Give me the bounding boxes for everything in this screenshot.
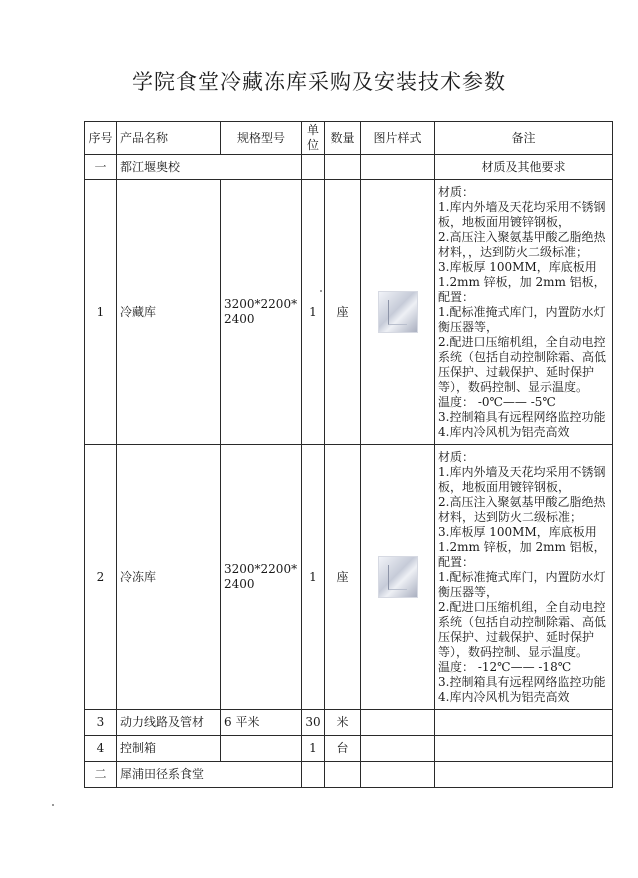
note-line: 4.库内冷风机为铝壳高效 [438, 689, 570, 704]
table-header-row [85, 122, 613, 155]
row-qty: 座 [325, 180, 361, 445]
row-unit: 1 [302, 736, 325, 762]
row-image [361, 180, 435, 445]
row-name: 控制箱 [117, 736, 221, 762]
empty-cell [361, 710, 435, 736]
table-row [85, 180, 613, 445]
freezer-photo-icon [378, 556, 418, 598]
row-qty: 台 [325, 736, 361, 762]
header-image: 图片样式 [361, 122, 435, 155]
header-qty: 数量 [325, 122, 361, 155]
table-row [85, 445, 613, 710]
header-index: 序号 [85, 122, 117, 155]
note-line: 温度： -0℃—— -5℃ [438, 394, 556, 409]
note-line: 2.配进口压缩机组，全自动电控系统（包括自动控制除霜、高低压保护、过载保护、延时保护等），数码控制、显示温度。 [438, 599, 607, 659]
section-row-2 [85, 762, 613, 788]
note-line: 配置： [438, 554, 475, 569]
note-line: 3.库板厚 100MM，库底板用 1.2mm 锌板，加 2mm 铝板， [438, 524, 606, 554]
note-line: 3.库板厚 100MM，库底板用 1.2mm 锌板，加 2mm 铝板， [438, 259, 606, 289]
row-qty: 座 [325, 445, 361, 710]
empty-cell [435, 762, 613, 788]
section-name: 犀浦田径系食堂 [117, 762, 302, 788]
note-line: 4.库内冷风机为铝壳高效 [438, 424, 570, 439]
row-spec: 3200*2200*2400 [221, 445, 302, 710]
row-index: 2 [85, 445, 117, 710]
row-unit: 1 [302, 180, 325, 445]
note-line: 1.库内外墙及天花均采用不锈钢板，地板面用镀锌钢板， [438, 199, 606, 229]
note-line: 2.高压注入聚氨基甲酸乙脂绝热材料，，达到防火二级标准； [438, 229, 606, 259]
header-spec: 规格型号 [221, 122, 302, 155]
note-line: 材质： [438, 184, 475, 199]
row-index: 1 [85, 180, 117, 445]
section-index: 一 [85, 155, 117, 180]
row-name: 动力线路及管材 [117, 710, 221, 736]
table-row [85, 736, 613, 762]
empty-cell [325, 762, 361, 788]
row-notes [435, 445, 613, 710]
note-line: 1.配标准掩式库门，内置防水灯衡压器等， [438, 569, 606, 599]
empty-cell [325, 155, 361, 180]
row-qty: 米 [325, 710, 361, 736]
empty-cell [302, 762, 325, 788]
empty-cell [435, 736, 613, 762]
section-index: 二 [85, 762, 117, 788]
note-line: 配置： [438, 289, 475, 304]
note-line: 材质： [438, 449, 475, 464]
cold-storage-photo-icon [378, 291, 418, 333]
row-name: 冷藏库 [117, 180, 221, 445]
note-line: 2.配进口压缩机组，全自动电控系统（包括自动控制除霜、高低压保护、过载保护、延时保护等），数码控制、显示温度。 [438, 334, 607, 394]
row-notes [435, 180, 613, 445]
row-index: 3 [85, 710, 117, 736]
row-spec [221, 736, 302, 762]
section-row-1 [85, 155, 613, 180]
empty-cell [361, 736, 435, 762]
empty-cell [435, 710, 613, 736]
note-line: 3.控制箱具有远程网络监控功能 [438, 674, 606, 689]
row-spec: 6 平米 [221, 710, 302, 736]
empty-cell [302, 155, 325, 180]
note-line: 3.控制箱具有远程网络监控功能 [438, 409, 606, 424]
row-index: 4 [85, 736, 117, 762]
header-name: 产品名称 [117, 122, 221, 155]
section-name: 都江堰奥校 [117, 155, 302, 180]
note-line: 1.配标准掩式库门，内置防水灯衡压器等， [438, 304, 606, 334]
header-remarks: 备注 [435, 122, 613, 155]
row-name: 冷冻库 [117, 445, 221, 710]
section-remarks: 材质及其他要求 [435, 155, 613, 180]
row-unit: 1 [302, 445, 325, 710]
header-unit: 单位 [302, 122, 325, 155]
scan-speck [320, 290, 322, 292]
table-row [85, 710, 613, 736]
note-line: 1.库内外墙及天花均采用不锈钢板，地板面用镀锌钢板， [438, 464, 606, 494]
note-line: 温度： -12℃—— -18℃ [438, 659, 572, 674]
note-line: 2.高压注入聚氨基甲酸乙脂绝热材料，达到防火二级标准； [438, 494, 606, 524]
row-image [361, 445, 435, 710]
row-spec: 3200*2200*2400 [221, 180, 302, 445]
spec-table [84, 121, 613, 788]
empty-cell [361, 155, 435, 180]
scan-speck [52, 804, 54, 806]
row-unit: 30 [302, 710, 325, 736]
empty-cell [361, 762, 435, 788]
document-title: 学院食堂冷藏冻库采购及安装技术参数 [132, 70, 506, 94]
